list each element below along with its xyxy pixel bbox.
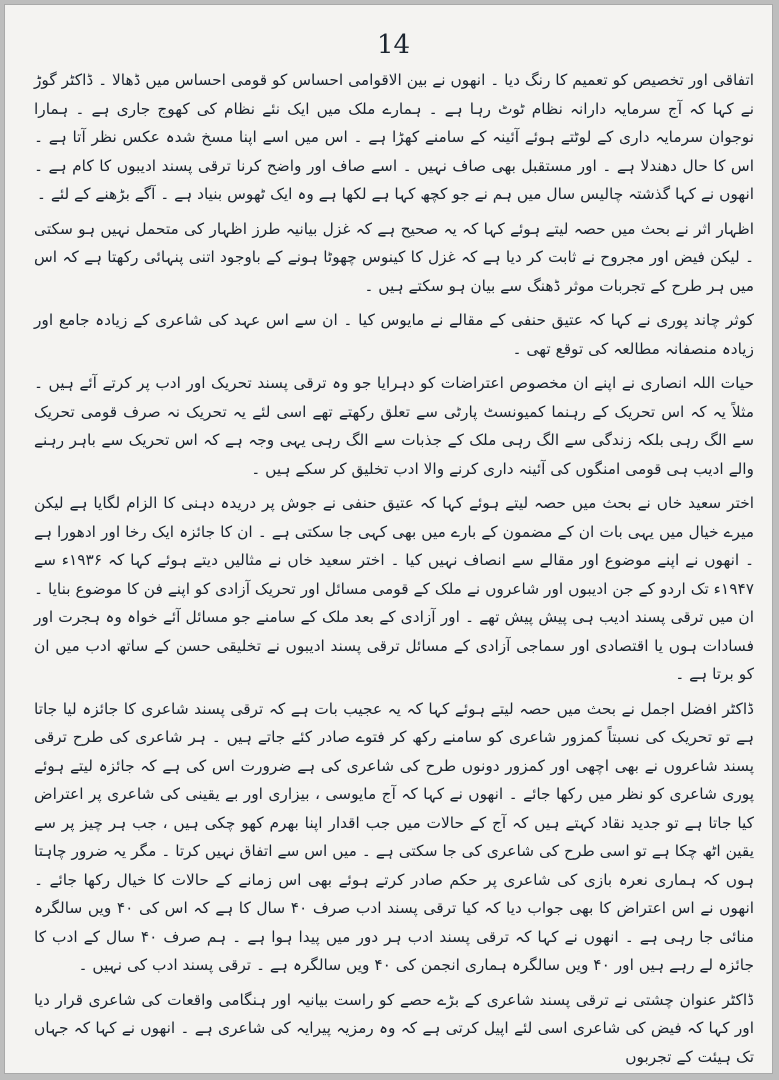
paragraph: اظہار اثر نے بحث میں حصہ لیتے ہوئے کہا کہ یہ صحیح ہے کہ غزل بیانیہ طرز اظہار کی متحمل نہیں ہو سکتی ۔ لیکن فیض اور مجروح نے ثابت کر دیا ہے کہ غزل کا کینوس چھوٹا ہونے کے باوجود اتنی پنہائی رکھتا ہے کہ اس میں ہر طرح کے تجربات موثر ڈھنگ سے بیان ہو سکتے ہیں ۔ bbox=[34, 219, 754, 295]
paragraph: ڈاکٹر افضل اجمل نے بحث میں حصہ لیتے ہوئے کہا کہ یہ عجیب بات ہے کہ ترقی پسند شاعری کا جائزہ لیا جاتا ہے تو تحریک کی نسبتاً کمزور شاعری کو سامنے رکھ کر فتوے صادر کئے جاتے ہیں ۔ ہر شاعری کی طرح ترقی پسند شاعروں نے بھی اچھی اور کمزور دونوں طرح کی شاعری کی ہے ضرورت اس کی ہے کہ جائزہ لیتے ہوئے پوری شاعری کو نظر میں رکھا جائے ۔ انھوں نے کہا کہ آج مایوسی ، بیزاری اور بے یقینی کی شاعری پر اعتراض کیا جاتا ہے تو جدید نقاد کہتے ہیں کہ آج کے حالات میں جب اقدار اپنا بھرم کھو چکی ہیں ، جب ہر چیز پر سے یقین اٹھ چکا ہے تو اسی طرح کی شاعری کی جا سکتی ہے ۔ میں اس سے اتفاق نہیں کرتا ۔ مگر یہ ضرور چاہتا ہوں کہ ہماری نعرہ بازی کی شاعری پر حکم صادر کرتے ہوئے بھی اس زمانے کے حالات کا خیال رکھا جائے ۔ انھوں نے اس اعتراض کا بھی جواب دیا کہ کیا ترقی پسند ادب صرف ۴۰ سال کا ہے کہ اس کی ۴۰ ویں سالگرہ منائی جا رہی ہے ۔ انھوں نے کہا کہ ترقی پسند ادب ہر دور میں پیدا ہوا ہے ۔ ہم صرف ۴۰ سال کے ادب کا جائزہ لے رہے ہیں اور ۴۰ ویں سالگرہ ہماری انجمن کی ۴۰ ویں سالگرہ ہے ۔ ترقی پسند ادب کی نہیں ۔ bbox=[34, 699, 754, 974]
paragraph: اختر سعید خاں نے بحث میں حصہ لیتے ہوئے کہا کہ عتیق حنفی نے جوش پر دریدہ دہنی کا الزام لگایا ہے لیکن میرے خیال میں یہی بات ان کے مضمون کے بارے میں بھی کہی جا سکتی ہے ۔ ان کا جائزہ ایک رخا اور ادھورا ہے ۔ انھوں نے اپنے موضوع اور مقالے سے انصاف نہیں کیا ۔ اختر سعید خاں نے مثالیں دیتے ہوئے کہا کہ ۱۹۳۶ء سے ۱۹۴۷ء تک اردو کے جن ادیبوں اور شاعروں نے ملک کے قومی مسائل اور تحریک آزادی کو اپنے فن کا موضوع بنایا ۔ ان میں ترقی پسند ادیب ہی پیش پیش تھے ۔ اور آزادی کے بعد ملک کے سامنے جو مسائل آئے خواہ وہ ہجرت اور فسادات ہوں یا اقتصادی اور سماجی آزادی کے مسائل ترقی پسند ادیبوں نے تخلیقی حسن کے ساتھ ادب میں ان کو برتا ہے ۔ bbox=[34, 494, 755, 683]
page-sheet bbox=[4, 4, 773, 1074]
paragraph: اتفاقی اور تخصیص کو تعمیم کا رنگ دیا ۔ انھوں نے بین الاقوامی احساس کو قومی احساس میں ڈھالا ۔ ڈاکٹر گوڑ نے کہا کہ آج سرمایہ دارانہ نظام ٹوٹ رہا ہے ۔ ہمارے ملک میں ایک نئے نظام کی کھوج جاری ہے ۔ ہمارا نوجوان سرمایہ داری کے لوٹتے ہوئے آئینہ کے سامنے کھڑا ہے ۔ اس میں اسے اپنا مسخ شدہ عکس نظر آتا ہے ۔ اس کا حال دھندلا ہے ۔ اور مستقبل بھی صاف نہیں ۔ اسے صاف اور واضح کرنا ترقی پسند ادیبوں کا کام ہے ۔ انھوں نے کہا گذشتہ چالیس سال میں ہم نے جو کچھ کہا ہے لکھا ہے وہ ایک ٹھوس بنیاد ہے ۔ آگے بڑھنے کے لئے ۔ bbox=[34, 71, 754, 203]
paragraph: حیات اللہ انصاری نے اپنے ان مخصوص اعتراضات کو دہرایا جو وہ ترقی پسند تحریک اور ادب پر کرتے آئے ہیں ۔ مثلاً یہ کہ اس تحریک کے رہنما کمیونسٹ پارٹی سے تعلق رکھتے تھے اسی لئے یہ تحریک نہ صرف قومی تحریک سے الگ رہی بلکہ زندگی سے الگ رہی ملک کے جذبات سے الگ رہی یہی وجہ ہے کہ اس تحریک سے باہر رہنے والے ادیب ہی قومی امنگوں کی آئینہ داری کرنے والا ادب تخلیق کر سکے ہیں ۔ bbox=[34, 374, 754, 478]
paragraph: کوثر چاند پوری نے کہا کہ عتیق حنفی کے مقالے نے مایوس کیا ۔ ان سے اس عہد کی شاعری کے زیادہ جامع اور زیادہ منصفانہ مطالعہ کی توقع تھی ۔ bbox=[34, 311, 754, 358]
paragraph: ڈاکٹر عنوان چشتی نے ترقی پسند شاعری کے بڑے حصے کو راست بیانیہ اور ہنگامی واقعات کی شاعری قرار دیا اور کہا کہ فیض کی شاعری اسی لئے اپیل کرتی ہے کہ وہ رمزیہ پیرایہ کی شاعری ہے ۔ انھوں نے کہا کہ جہاں تک ہیئت کے تجربوں bbox=[34, 990, 754, 1066]
body-text bbox=[34, 66, 754, 1077]
page-number: 14 bbox=[376, 30, 411, 60]
